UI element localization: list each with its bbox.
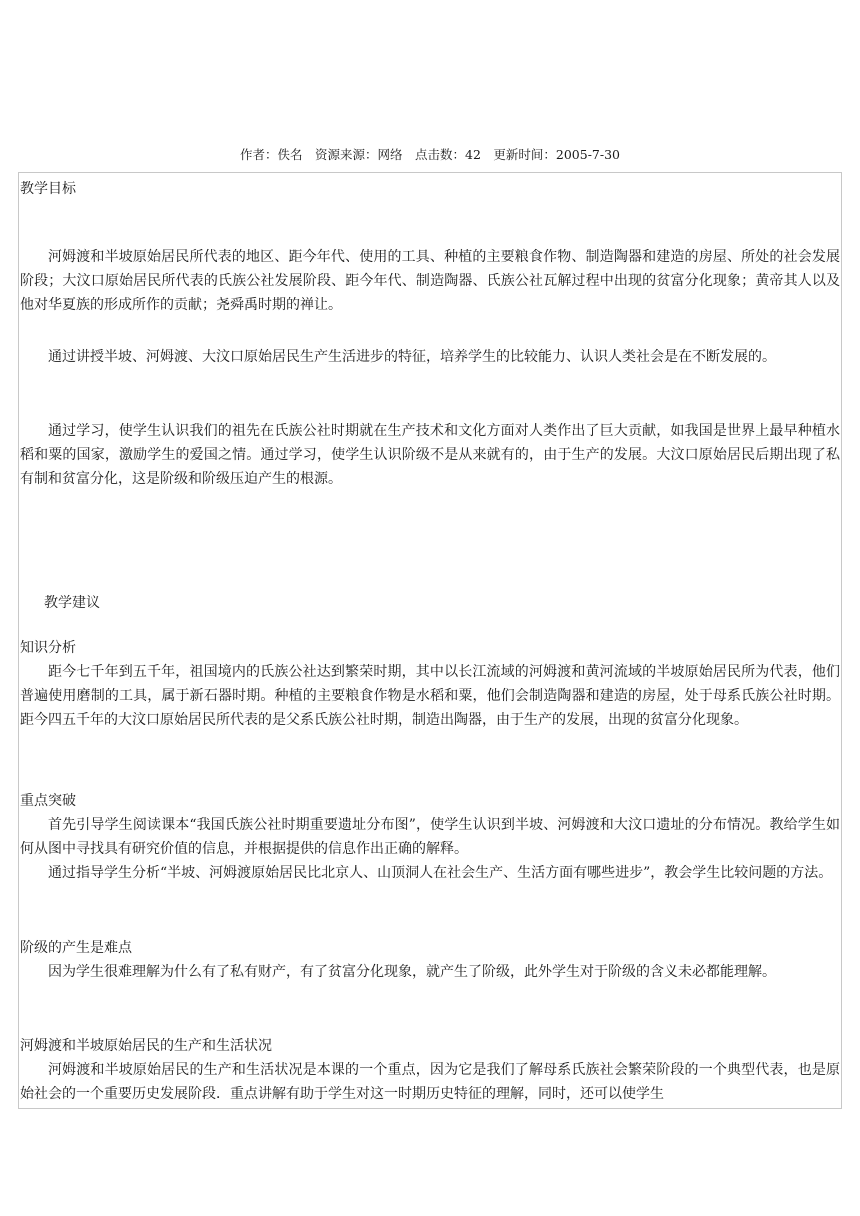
goal-paragraph-3: 通过学习，使学生认识我们的祖先在氏族公社时期就在生产技术和文化方面对人类作出了巨大贡献，如我国是世界上最早种植水稻和粟的国家，激励学生的爱国之情。通过学习，使学生认识阶级不是从来就有的，由于生产的发展。大汶口原始居民后期出现了私有制和贫富分化，这是阶级和阶级压迫产生的根源。 [20, 423, 840, 487]
key-points-paragraph-2: 通过指导学生分析“半坡、河姆渡原始居民比北京人、山顶洞人在社会生产、生活方面有哪些进步”，教会学生比较问题的方法。 [48, 865, 833, 881]
section-heading-teaching-suggestions: 教学建议 [44, 595, 100, 611]
difficulty-text: 因为学生很难理解为什么有了私有财产，有了贫富分化现象，就产生了阶级，此外学生对于阶级的含义未必都能理解。 [48, 964, 776, 980]
knowledge-analysis-text: 距今七千年到五千年，祖国境内的氏族公社达到繁荣时期，其中以长江流域的河姆渡和黄河流域的半坡原始居民所为代表，他们普遍使用磨制的工具，属于新石器时期。种植的主要粮食作物是水稻和粟，他们会制造陶器和建造的房屋，处于母系氏族公社时期。距今四五千年的大汶口原始居民所代表的是父系氏族公社时期，制造出陶器，由于生产的发展，出现的贫富分化现象。 [20, 664, 840, 728]
subheading-difficulty: 阶级的产生是难点 [20, 940, 132, 956]
subheading-production-and-life: 河姆渡和半坡原始居民的生产和生活状况 [20, 1038, 272, 1054]
section-heading-teaching-goals: 教学目标 [20, 181, 76, 197]
goal-paragraph-2: 通过讲授半坡、河姆渡、大汶口原始居民生产生活进步的特征，培养学生的比较能力、认识人类社会是在不断发展的。 [48, 349, 776, 365]
production-and-life-text: 河姆渡和半坡原始居民的生产和生活状况是本课的一个重点，因为它是我们了解母系氏族社会繁荣阶段的一个典型代表，也是原始社会的一个重要历史发展阶段．重点讲解有助于学生对这一时期历史特征的理解，同时，还可以使学生 [20, 1062, 840, 1102]
goal-paragraph-1: 河姆渡和半坡原始居民所代表的地区、距今年代、使用的工具、种植的主要粮食作物、制造陶器和建造的房屋、所处的社会发展阶段；大汶口原始居民所代表的氏族公社发展阶段、距今年代、制造陶器、氏族公社瓦解过程中出现的贫富分化现象；黄帝其人以及他对华夏族的形成所作的贡献；尧舜禹时期的禅让。 [20, 249, 840, 313]
subheading-key-points: 重点突破 [20, 793, 76, 809]
key-points-paragraph-1: 首先引导学生阅读课本“我国氏族公社时期重要遗址分布图”，使学生认识到半坡、河姆渡和大汶口遗址的分布情况。教给学生如何从图中寻找具有研究价值的信息，并根据提供的信息作出正确的解释。 [20, 817, 840, 857]
article-meta-line: 作者：佚名 资源来源：网络 点击数：42 更新时间：2005-7-30 [239, 147, 621, 162]
subheading-knowledge-analysis: 知识分析 [20, 640, 76, 656]
